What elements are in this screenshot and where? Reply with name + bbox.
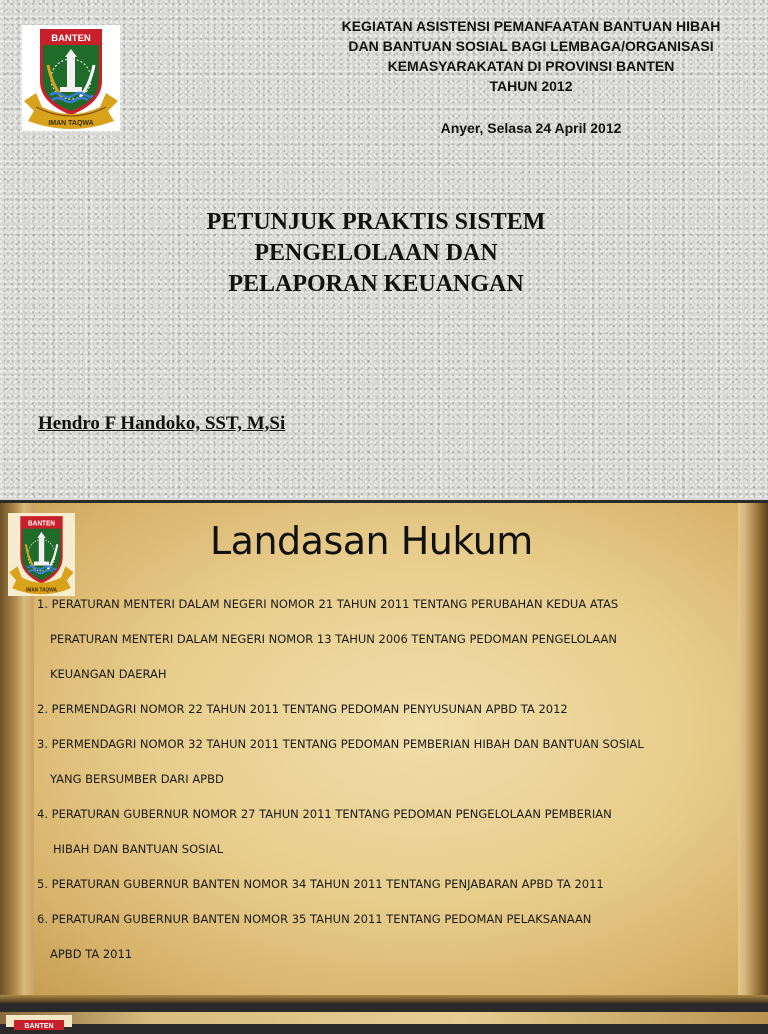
event-header-line: TAHUN 2012 <box>489 78 573 94</box>
list-item: 1. PERATURAN MENTERI DALAM NEGERI NOMOR 21 TAHUN 2011 TENTANG PERUBAHAN KEDUA ATAS <box>37 597 619 611</box>
title-line: PENGELOLAAN DAN <box>254 240 498 266</box>
slide-1 <box>0 0 768 500</box>
banten-logo <box>22 25 120 131</box>
banten-logo <box>6 1015 72 1030</box>
list-item: 2. PERMENDAGRI NOMOR 22 TAHUN 2011 TENTANG PEDOMAN PENYUSUNAN APBD TA 2012 <box>37 702 568 716</box>
logo-motto-text: IMAN TAQWA <box>26 587 57 594</box>
event-header-line: KEMASYARAKATAN DI PROVINSI BANTEN <box>387 58 675 74</box>
author-name: Hendro F Handoko, SST, M,Si <box>38 413 286 434</box>
slide-3-peek <box>0 1012 768 1030</box>
logo-motto-text: IMAN TAQWA <box>48 120 94 127</box>
logo-banner-text: BANTEN <box>51 33 91 44</box>
title-line: PETUNJUK PRAKTIS SISTEM <box>206 209 546 235</box>
list-item-continuation: PERATURAN MENTERI DALAM NEGERI NOMOR 13 TAHUN 2006 TENTANG PEDOMAN PENGELOLAAN <box>50 632 618 646</box>
list-item: 5. PERATURAN GUBERNUR BANTEN NOMOR 34 TAHUN 2011 TENTANG PENJABARAN APBD TA 2011 <box>37 877 604 891</box>
list-item: 4. PERATURAN GUBERNUR NOMOR 27 TAHUN 2011 TENTANG PEDOMAN PENGELOLAAN PEMBERIAN <box>37 807 612 821</box>
banten-emblem-icon <box>22 25 120 131</box>
list-item-continuation: APBD TA 2011 <box>50 947 133 961</box>
slide-2 <box>0 503 768 1003</box>
banten-emblem-icon <box>6 1018 72 1030</box>
logo-banner-text: BANTEN <box>24 1023 54 1030</box>
event-date: Anyer, Selasa 24 April 2012 <box>440 120 622 136</box>
event-header-line: DAN BANTUAN SOSIAL BAGI LEMBAGA/ORGANISASI <box>348 38 714 54</box>
event-header-line: KEGIATAN ASISTENSI PEMANFAATAN BANTUAN HIBAH <box>341 18 721 34</box>
list-item-continuation: KEUANGAN DAERAH <box>50 667 167 681</box>
slide-title: Landasan Hukum <box>210 519 533 563</box>
list-item-continuation: HIBAH DAN BANTUAN SOSIAL <box>53 842 224 856</box>
presentation-title <box>150 207 602 300</box>
scroll-edge-bottom <box>0 995 768 1003</box>
scroll-roll-right <box>738 503 768 1003</box>
banten-logo <box>8 513 75 596</box>
banten-emblem-icon <box>8 513 75 596</box>
list-item-continuation: YANG BERSUMBER DARI APBD <box>50 772 224 786</box>
list-item: 3. PERMENDAGRI NOMOR 32 TAHUN 2011 TENTANG PEDOMAN PEMBERIAN HIBAH DAN BANTUAN SOSIAL <box>37 737 644 751</box>
logo-banner-text: BANTEN <box>27 520 56 528</box>
list-item: 6. PERATURAN GUBERNUR BANTEN NOMOR 35 TAHUN 2011 TENTANG PEDOMAN PELAKSANAAN <box>37 912 592 926</box>
title-line: PELAPORAN KEUANGAN <box>228 271 524 297</box>
legal-basis-list <box>37 587 737 972</box>
event-header <box>300 16 762 96</box>
